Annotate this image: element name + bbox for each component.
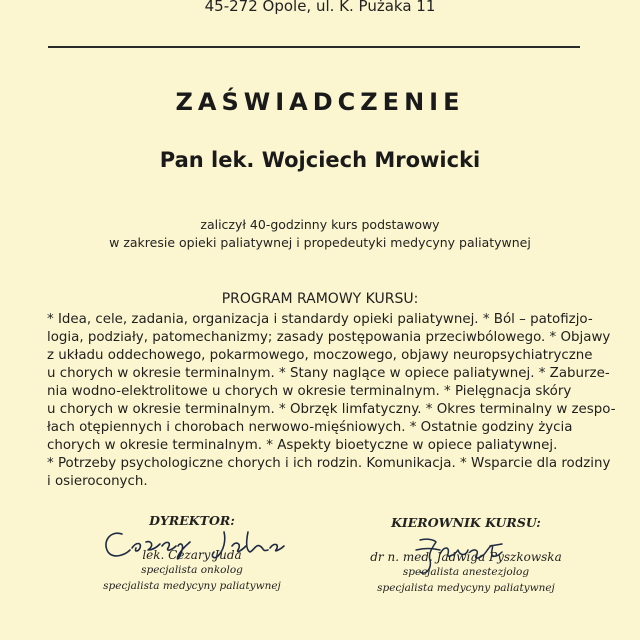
director-specialty-2: specjalista medycyny paliatywnej (103, 580, 281, 592)
program-line: u chorych w okresie terminalnym. * Stany naglące w opiece paliatywnej. * Zaburze- (47, 366, 610, 381)
recipient-name: Pan lek. Wojciech Mrowicki (159, 148, 481, 172)
program-heading: PROGRAM RAMOWY KURSU: (221, 291, 419, 307)
course-head-name: dr n. med. Jadwiga Pyszkowska (370, 550, 562, 564)
course-line-2: w zakresie opieki paliatywnej i propedeutyki medycyny paliatywnej (109, 235, 531, 250)
program-line: u chorych w okresie terminalnym. * Obrzęk limfatyczny. * Okres terminalny w zespo- (47, 402, 616, 417)
program-line: logia, podziały, patomechanizmy; zasady postępowania przeciwbólowego. * Objawy (47, 330, 611, 345)
program-line: nia wodno-elektrolitowe u chorych w okresie terminalnym. * Pielęgnacja skóry (47, 384, 572, 399)
director-specialty-1: specjalista onkolog (141, 564, 243, 576)
course-head-role: KIEROWNIK KURSU: (391, 515, 541, 530)
program-line: chorych w okresie terminalnym. * Aspekty bioetyczne w opiece paliatywnej. (47, 438, 558, 453)
program-line: * Potrzeby psychologiczne chorych i ich rodzin. Komunikacja. * Wsparcie dla rodziny (47, 456, 611, 471)
program-line: z układu oddechowego, pokarmowego, moczowego, objawy neuropsychiatryczne (47, 348, 593, 363)
director-role: DYREKTOR: (149, 513, 235, 528)
header-address: 45-272 Opole, ul. K. Pużaka 11 (204, 0, 436, 15)
course-line-1: zaliczył 40-godzinny kurs podstawowy (200, 217, 440, 232)
course-head-specialty-1: specjalista anestezjolog (402, 566, 530, 578)
director-name: lek. Cezary Juda (142, 548, 242, 562)
header-divider (48, 46, 580, 48)
course-head-specialty-2: specjalista medycyny paliatywnej (377, 582, 555, 594)
program-line: i osieroconych. (47, 474, 148, 489)
director-handwritten-signature (96, 520, 296, 564)
course-description (0, 216, 640, 252)
certificate-title: ZAŚWIADCZENIE (175, 88, 465, 116)
program-line: łach otępiennych i chorobach nerwowo-mięśniowych. * Ostatnie godziny życia (47, 420, 573, 435)
program-body (47, 311, 616, 491)
course-head-handwritten-signature (410, 528, 520, 580)
program-line: * Idea, cele, zadania, organizacja i standardy opieki paliatywnej. * Ból – patofizjo- (47, 312, 593, 327)
